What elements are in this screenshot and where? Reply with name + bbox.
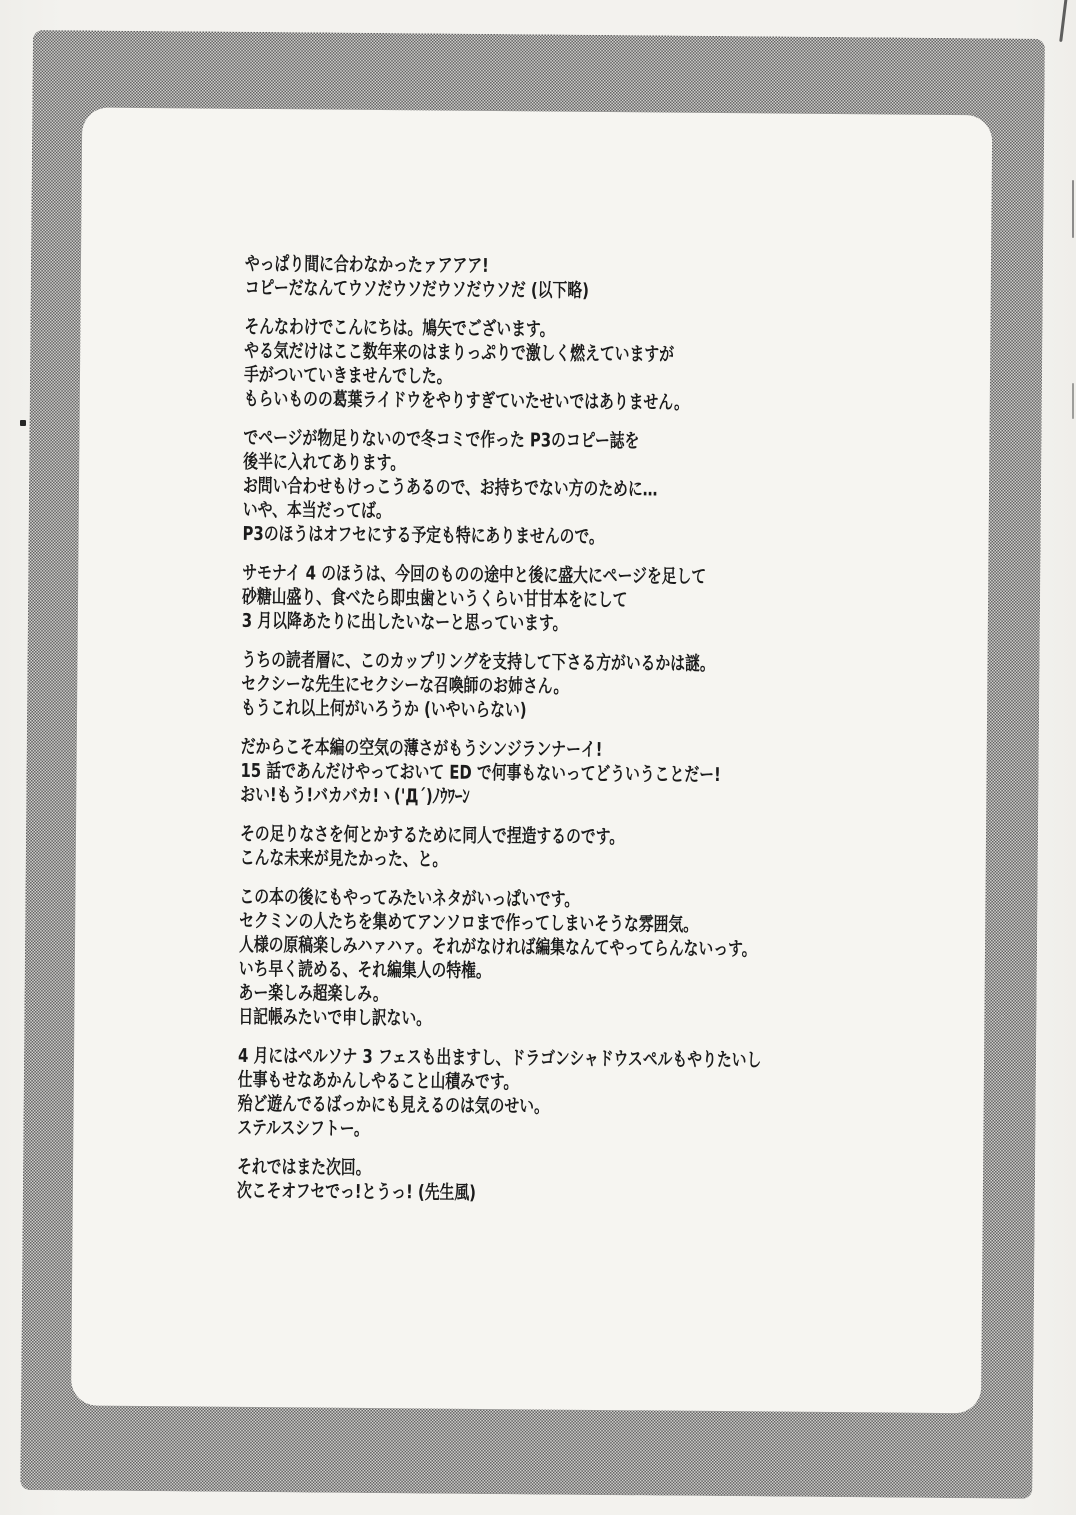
- text-line: P3のほうはオフセにする予定も特にありませんので。: [242, 522, 604, 548]
- text-line: こんな未来が見たかった、と。: [239, 846, 448, 871]
- text-line: 後半に入れてあります。: [243, 450, 406, 475]
- paragraph: [240, 735, 912, 813]
- text-line: もらいものの葛葉ライドウをやりすぎていたせいではありません。: [243, 387, 689, 414]
- text-line: 15 話であんだけやっておいて ED で何事もないってどういうことだー!: [240, 759, 721, 787]
- text-line: 日記帳みたいで申し訳ない。: [238, 1005, 432, 1030]
- text-line: 人様の原稿楽しみハァハァ。それがなければ編集なんてやってらんないっす。: [238, 933, 757, 961]
- text-line: サモナイ 4 のほうは、今回のものの途中と後に盛大にページを足して: [242, 561, 707, 588]
- text-line: セクミンの人たちを集めてアンソロまで作ってしまいそうな雰囲気。: [239, 909, 699, 936]
- paragraph: [238, 885, 910, 1035]
- text-line: この本の後にもやってみたいネタがいっぱいです。: [239, 885, 580, 911]
- text-line: 4 月にはペルソナ 3 フェスも出ますし、ドラゴンシャドウスペルもやりたいし: [237, 1044, 762, 1072]
- scan-edge-streak: [1072, 180, 1074, 238]
- paragraph: [237, 1155, 908, 1209]
- text-line: 次こそオフセでっ!とうっ! (先生風): [236, 1179, 477, 1204]
- paragraph: [237, 1044, 909, 1146]
- page-inner: [71, 107, 992, 1413]
- paragraph: [243, 426, 915, 552]
- text-line: そんなわけでこんにちは。鳩矢でございます。: [244, 315, 555, 341]
- text-line: ステルスシフトー。: [237, 1116, 369, 1140]
- text-line: 仕事もせなあかんしやること山積みです。: [237, 1068, 519, 1094]
- scan-edge-streak: [1059, 0, 1068, 42]
- text-line: うちの読者層に、このカップリングを支持して下さる方がいるかは謎。: [241, 648, 715, 675]
- scan-edge-streak: [1072, 383, 1074, 419]
- text-line: いち早く読める、それ編集人の特権。: [238, 957, 491, 983]
- text-line: もうこれ以上何がいろうか (いやいらない): [240, 696, 527, 722]
- paragraph: [245, 252, 916, 306]
- text-line: それではまた次回。: [236, 1155, 371, 1179]
- ink-speck-artifact: [20, 420, 26, 426]
- text-line: 殆ど遊んでるばっかにも見えるのは気のせい。: [237, 1092, 549, 1118]
- text-line: コピーだなんてウソだウソだウソだウソだ (以下略): [244, 276, 590, 302]
- paragraph: [244, 315, 916, 417]
- text-line: やる気だけはここ数年来のはまりっぷりで激しく燃えていますが: [244, 339, 675, 366]
- text-line: だからこそ本編の空気の薄さがもうシンジランナーイ!: [240, 735, 603, 761]
- text-line: いや、本当だってば。: [242, 498, 391, 523]
- text-line: 砂糖山盛り、食べたら即虫歯というくらい甘甘本をにして: [241, 585, 628, 612]
- text-line: おい!もう!バカバカ!ヽ('Д´)ﾉｳﾜｰﾝ: [240, 783, 470, 808]
- text-line: 手がついていきませんでした。: [243, 363, 452, 388]
- text-line: お問い合わせもけっこうあるので、お持ちでない方のために…: [242, 474, 658, 501]
- paragraph: [241, 648, 913, 726]
- paragraph: [242, 561, 914, 639]
- text-line: その足りなさを何とかするために同人で捏造するのです。: [239, 822, 625, 849]
- text-line: セクシーな先生にセクシーな召喚師のお姉さん。: [241, 672, 569, 698]
- text-line: でページが物足りないので冬コミで作った P3のコピー誌を: [243, 426, 640, 453]
- text-line: あー楽しみ超楽しみ。: [238, 981, 388, 1006]
- halftone-border-frame: [20, 30, 1045, 1499]
- paragraph: [240, 822, 911, 876]
- afterword-text: [237, 252, 916, 1224]
- text-line: やっぱり間に合わなかったァアアア!: [244, 252, 489, 277]
- text-line: 3 月以降あたりに出したいなーと思っています。: [241, 609, 568, 635]
